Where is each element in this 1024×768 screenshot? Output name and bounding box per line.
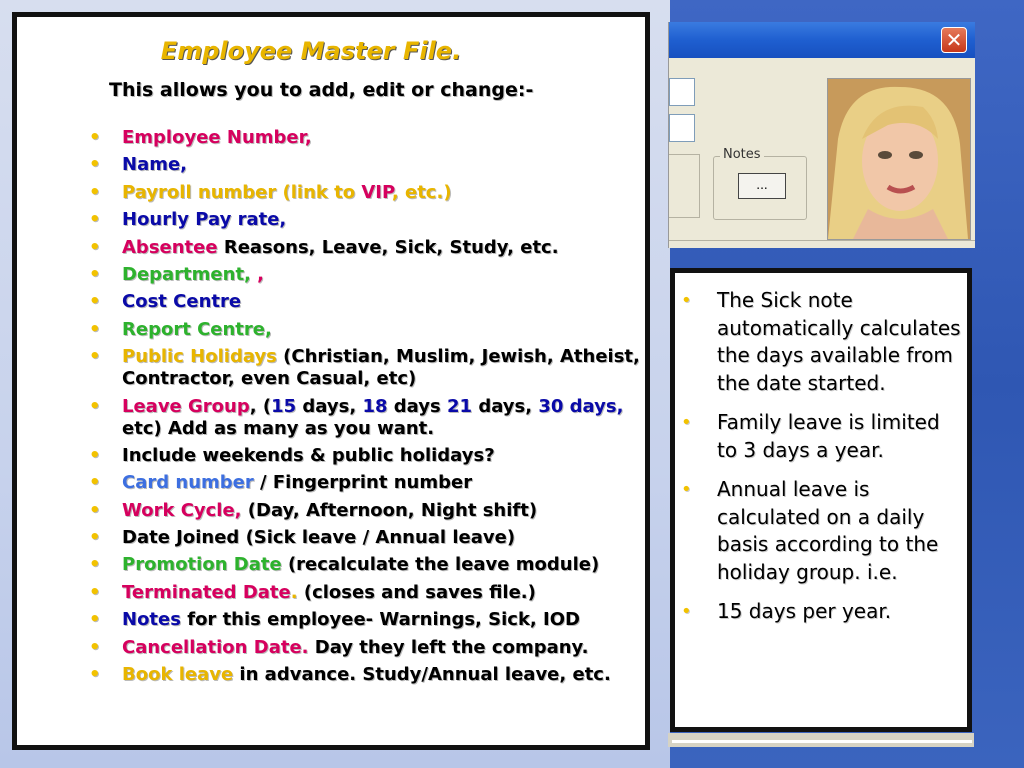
bullet-icon: • (89, 472, 101, 494)
list-item-text: (recalculate the leave module) (281, 554, 600, 576)
list-item-text: Report Centre, (122, 318, 272, 340)
list-item-text: (Day, Afternoon, Night shift) (241, 499, 538, 521)
list-item-text: , ( (249, 395, 272, 417)
bullet-icon: • (89, 346, 101, 368)
bullet-icon: • (89, 291, 101, 313)
list-item-text: . (290, 581, 298, 603)
note-text: Family leave is limited to 3 days a year. (717, 410, 940, 462)
bullet-icon: • (89, 527, 101, 549)
list-item (89, 319, 649, 341)
note-text: The Sick note automatically calculates the days available from the date started. (717, 288, 961, 395)
list-item-text: Day they left the company. (308, 636, 589, 658)
list-item (89, 237, 649, 259)
list-item-text: (Christian, Muslim, Jewish, Atheist, Contractor, even Casual, etc) (122, 346, 640, 390)
list-item-text: Include weekends & public holidays? (122, 444, 495, 466)
list-item (89, 127, 649, 149)
list-item-text: Payroll number (link to (122, 181, 362, 203)
bullet-icon: • (89, 395, 101, 417)
list-item-text: Employee Number, (122, 127, 312, 148)
list-item-text: Book leave (122, 664, 234, 686)
list-item (89, 527, 649, 549)
slide-subtitle: This allows you to add, edit or change:- (109, 79, 534, 101)
bullet-icon: • (89, 554, 101, 576)
list-item (89, 291, 649, 313)
list-item-text: days, (472, 395, 539, 417)
employee-dialog-fragment (668, 22, 975, 248)
list-item-text: in advance. Study/Annual leave, etc. (233, 664, 611, 686)
notes-group (713, 147, 807, 220)
notes-button[interactable]: ... (738, 173, 786, 199)
list-item-text: for this employee- Warnings, Sick, IOD (180, 609, 580, 631)
bullet-icon: • (89, 181, 101, 203)
note-text: 15 days per year. (717, 599, 892, 623)
notes-label: Notes (720, 147, 764, 162)
list-item-text: Notes (122, 609, 181, 631)
list-item-text: , (257, 263, 264, 285)
bullet-icon: • (89, 664, 101, 686)
list-item-text: days (387, 395, 447, 417)
bullet-icon: • (681, 479, 692, 500)
list-item-text: Public Holidays (122, 346, 277, 368)
list-item (89, 609, 649, 631)
list-item (89, 264, 649, 286)
bullet-icon: • (89, 209, 101, 231)
list-item-text: Leave Group (122, 395, 250, 417)
list-item (89, 182, 649, 204)
list-item (89, 346, 649, 390)
list-item-text: days, (296, 395, 363, 417)
list-item (89, 445, 649, 467)
note-item (681, 598, 963, 626)
dialog-title-bar (669, 22, 975, 58)
bullet-icon: • (89, 263, 101, 285)
list-item-text: Cancellation Date. (122, 636, 309, 658)
bullet-icon: • (89, 154, 101, 176)
bullet-icon: • (89, 318, 101, 340)
dialog-divider (669, 240, 975, 241)
dialog-field[interactable] (669, 78, 695, 106)
dialog-bottom-line (672, 740, 972, 743)
bullet-icon: • (89, 636, 101, 658)
list-item-text: Date Joined (Sick leave / Annual leave) (122, 527, 516, 549)
list-item-text: 15 (271, 395, 297, 417)
list-item (89, 154, 649, 176)
bullet-icon: • (89, 609, 101, 631)
list-item-text: Card number (122, 472, 254, 494)
list-item-text: Terminated Date (122, 581, 291, 603)
list-item-text: Promotion Date (122, 554, 282, 576)
note-item (681, 409, 963, 464)
bullet-icon: • (89, 444, 101, 466)
list-item (89, 472, 649, 494)
note-item (681, 476, 963, 586)
list-item (89, 209, 649, 231)
list-item (89, 554, 649, 576)
dialog-group-box (669, 154, 700, 218)
list-item-text: VIP (361, 181, 392, 203)
list-item-text: / Fingerprint number (253, 472, 473, 494)
employee-photo (827, 78, 971, 240)
list-item-text: Reasons, Leave, Sick, Study, etc. (217, 236, 559, 258)
list-item (89, 637, 649, 659)
list-item-text: Name, (122, 154, 188, 176)
main-content-card (12, 12, 650, 750)
list-item-text: 21 (446, 395, 473, 417)
list-item-text: etc) Add as many as you want. (122, 417, 435, 439)
side-notes-card (670, 268, 972, 732)
list-item-text: Department, (122, 263, 258, 285)
list-item-text: 18 (362, 395, 388, 417)
bullet-icon: • (89, 581, 101, 603)
list-item (89, 582, 649, 604)
bullet-icon: • (89, 236, 101, 258)
list-item (89, 500, 649, 522)
list-item (89, 664, 649, 686)
notes-list (681, 287, 963, 638)
list-item (89, 396, 649, 440)
list-item-text: Work Cycle, (122, 499, 242, 521)
bullet-icon: • (681, 601, 692, 622)
feature-list (89, 127, 649, 691)
note-item (681, 287, 963, 397)
list-item-text: Cost Centre (122, 291, 242, 313)
dialog-field[interactable] (669, 114, 695, 142)
list-item-text: , etc.) (391, 181, 452, 203)
slide-title: Employee Master File. (160, 37, 462, 65)
bullet-icon: • (89, 499, 101, 521)
list-item-text: (closes and saves file.) (297, 581, 536, 603)
list-item-text: Absentee (122, 236, 218, 258)
bullet-icon: • (681, 290, 692, 311)
note-text: Annual leave is calculated on a daily basis according to the holiday group. i.e. (717, 477, 939, 584)
list-item-text: Hourly Pay rate, (122, 209, 287, 231)
bullet-icon: • (89, 127, 101, 148)
bullet-icon: • (681, 412, 692, 433)
list-item-text: 30 days, (538, 395, 624, 417)
close-icon[interactable]: ✕ (941, 27, 967, 53)
